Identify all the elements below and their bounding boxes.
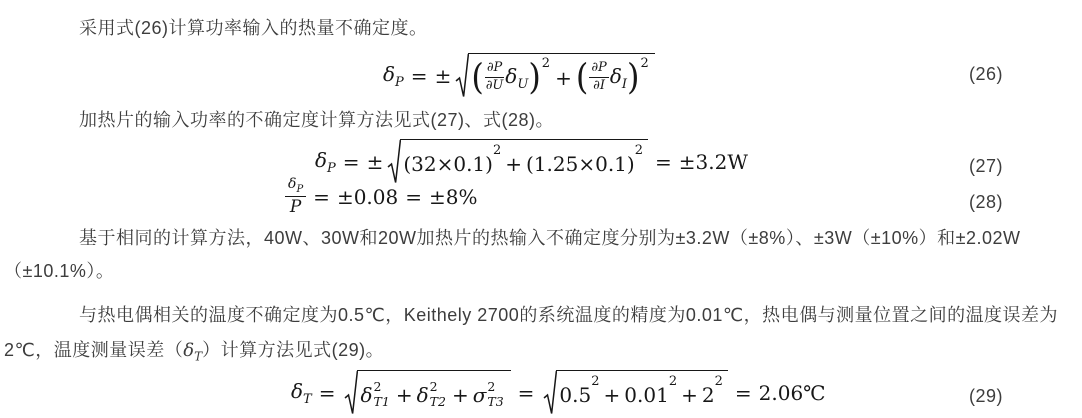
plus-sign: + bbox=[603, 382, 621, 407]
delta-U: $\delta_U$ bbox=[505, 63, 529, 92]
paragraph-1: 采用式(26)计算功率输入的热量不确定度。 bbox=[79, 18, 428, 38]
paragraph-4-line-1: 与热电偶相关的温度不确定度为0.5℃，Keithely 2700的系统温度的精度为0.01℃，热电偶与测量位置之间的温度误差为 bbox=[79, 305, 1059, 325]
superscript-2: 2 bbox=[541, 56, 551, 71]
square-root bbox=[455, 53, 654, 99]
equals-sign: = bbox=[410, 64, 428, 88]
fraction-dP-dU: $\frac{\partial P}{\partial U}$ bbox=[485, 60, 504, 93]
eq29-term1-supsub: 2 T1 bbox=[373, 378, 390, 409]
superscript-2: 2 bbox=[492, 143, 502, 158]
superscript-2: 2 bbox=[714, 374, 723, 389]
left-paren: ( bbox=[575, 56, 589, 99]
eq29-num1: 0.5 bbox=[559, 382, 592, 407]
fraction-deltaP-over-P: $\delta_P$ P bbox=[285, 177, 306, 216]
eq29-term2-var: δ bbox=[416, 382, 429, 407]
paragraph-2: 加热片的输入功率的不确定度计算方法见式(27)、式(28)。 bbox=[79, 110, 555, 130]
equals-sign: = bbox=[342, 150, 360, 174]
superscript-2: 2 bbox=[591, 374, 600, 389]
p4-line2-text-before: 2℃，温度测量误差（ bbox=[4, 340, 184, 360]
eq29-term1-var: δ bbox=[360, 382, 373, 407]
radical-icon bbox=[344, 370, 358, 416]
equals-sign: = bbox=[517, 381, 535, 405]
right-paren: ) bbox=[627, 56, 640, 99]
paragraph-3-line-1: 基于相同的计算方法，40W、30W和20W加热片的热输入不确定度分别为±3.2W（±8%）、±3W（±10%）和±2.02W bbox=[79, 228, 1021, 248]
eq26-lhs: $\delta_P$ bbox=[383, 62, 404, 90]
plus-sign: + bbox=[681, 382, 698, 407]
right-paren: ) bbox=[528, 56, 541, 99]
fraction-dP-dI: $\frac{\partial P}{\partial I}$ bbox=[591, 60, 607, 93]
eq27-lhs: $\delta_P$ bbox=[315, 148, 336, 176]
equation-29-number: (29) bbox=[969, 386, 1004, 406]
eq29-result: 2.06℃ bbox=[758, 381, 826, 405]
equals-sign: = bbox=[313, 185, 330, 209]
square-root bbox=[543, 370, 727, 416]
plus-minus-sign: ± bbox=[434, 64, 452, 88]
left-paren: ( bbox=[471, 56, 484, 99]
eq27-term1: (32×0.1) bbox=[403, 151, 493, 176]
equation-26 bbox=[383, 52, 655, 100]
equals-sign: = bbox=[654, 150, 672, 174]
equation-28-number: (28) bbox=[969, 192, 1004, 212]
equals-sign: = bbox=[405, 185, 422, 209]
superscript-2: 2 bbox=[640, 56, 649, 71]
delta-T-inline: $\delta_T$ bbox=[183, 340, 203, 364]
eq29-term3-supsub: 2 T3 bbox=[487, 378, 504, 409]
radical-icon bbox=[387, 139, 401, 185]
eq29-num2: 0.01 bbox=[624, 382, 669, 407]
equation-26-number: (26) bbox=[969, 64, 1004, 84]
square-root bbox=[344, 370, 510, 416]
superscript-2: 2 bbox=[668, 374, 678, 389]
radical-icon bbox=[543, 370, 557, 416]
paragraph-4-line-2 bbox=[4, 336, 384, 364]
equation-27-number: (27) bbox=[969, 156, 1004, 176]
equation-28 bbox=[285, 176, 478, 218]
delta-I: $\delta_I$ bbox=[609, 63, 627, 92]
equals-sign: = bbox=[734, 381, 752, 405]
radical-icon bbox=[455, 53, 469, 99]
square-root bbox=[387, 139, 648, 185]
equals-sign: = bbox=[318, 381, 336, 405]
plus-sign: + bbox=[395, 382, 413, 407]
equation-29 bbox=[291, 372, 826, 414]
plus-sign: + bbox=[451, 382, 469, 407]
plus-minus-sign: ± bbox=[366, 150, 384, 174]
eq28-mid: ±0.08 bbox=[336, 185, 399, 209]
eq27-term2: (1.25×0.1) bbox=[526, 151, 635, 176]
eq29-lhs: $\delta_T$ bbox=[291, 379, 312, 407]
eq29-term2-supsub: 2 T2 bbox=[429, 378, 446, 409]
eq27-result: ±3.2W bbox=[678, 150, 748, 174]
plus-sign: + bbox=[555, 65, 572, 90]
superscript-2: 2 bbox=[634, 143, 643, 158]
eq28-result: ±8% bbox=[429, 185, 478, 209]
eq29-term3-var: σ bbox=[472, 382, 487, 407]
paragraph-3-line-2: （±10.1%）。 bbox=[4, 261, 115, 281]
eq29-num3: 2 bbox=[701, 382, 715, 407]
equation-27 bbox=[315, 142, 748, 182]
p4-line2-text-after: ）计算方法见式(29)。 bbox=[202, 340, 385, 360]
plus-sign: + bbox=[505, 151, 522, 176]
